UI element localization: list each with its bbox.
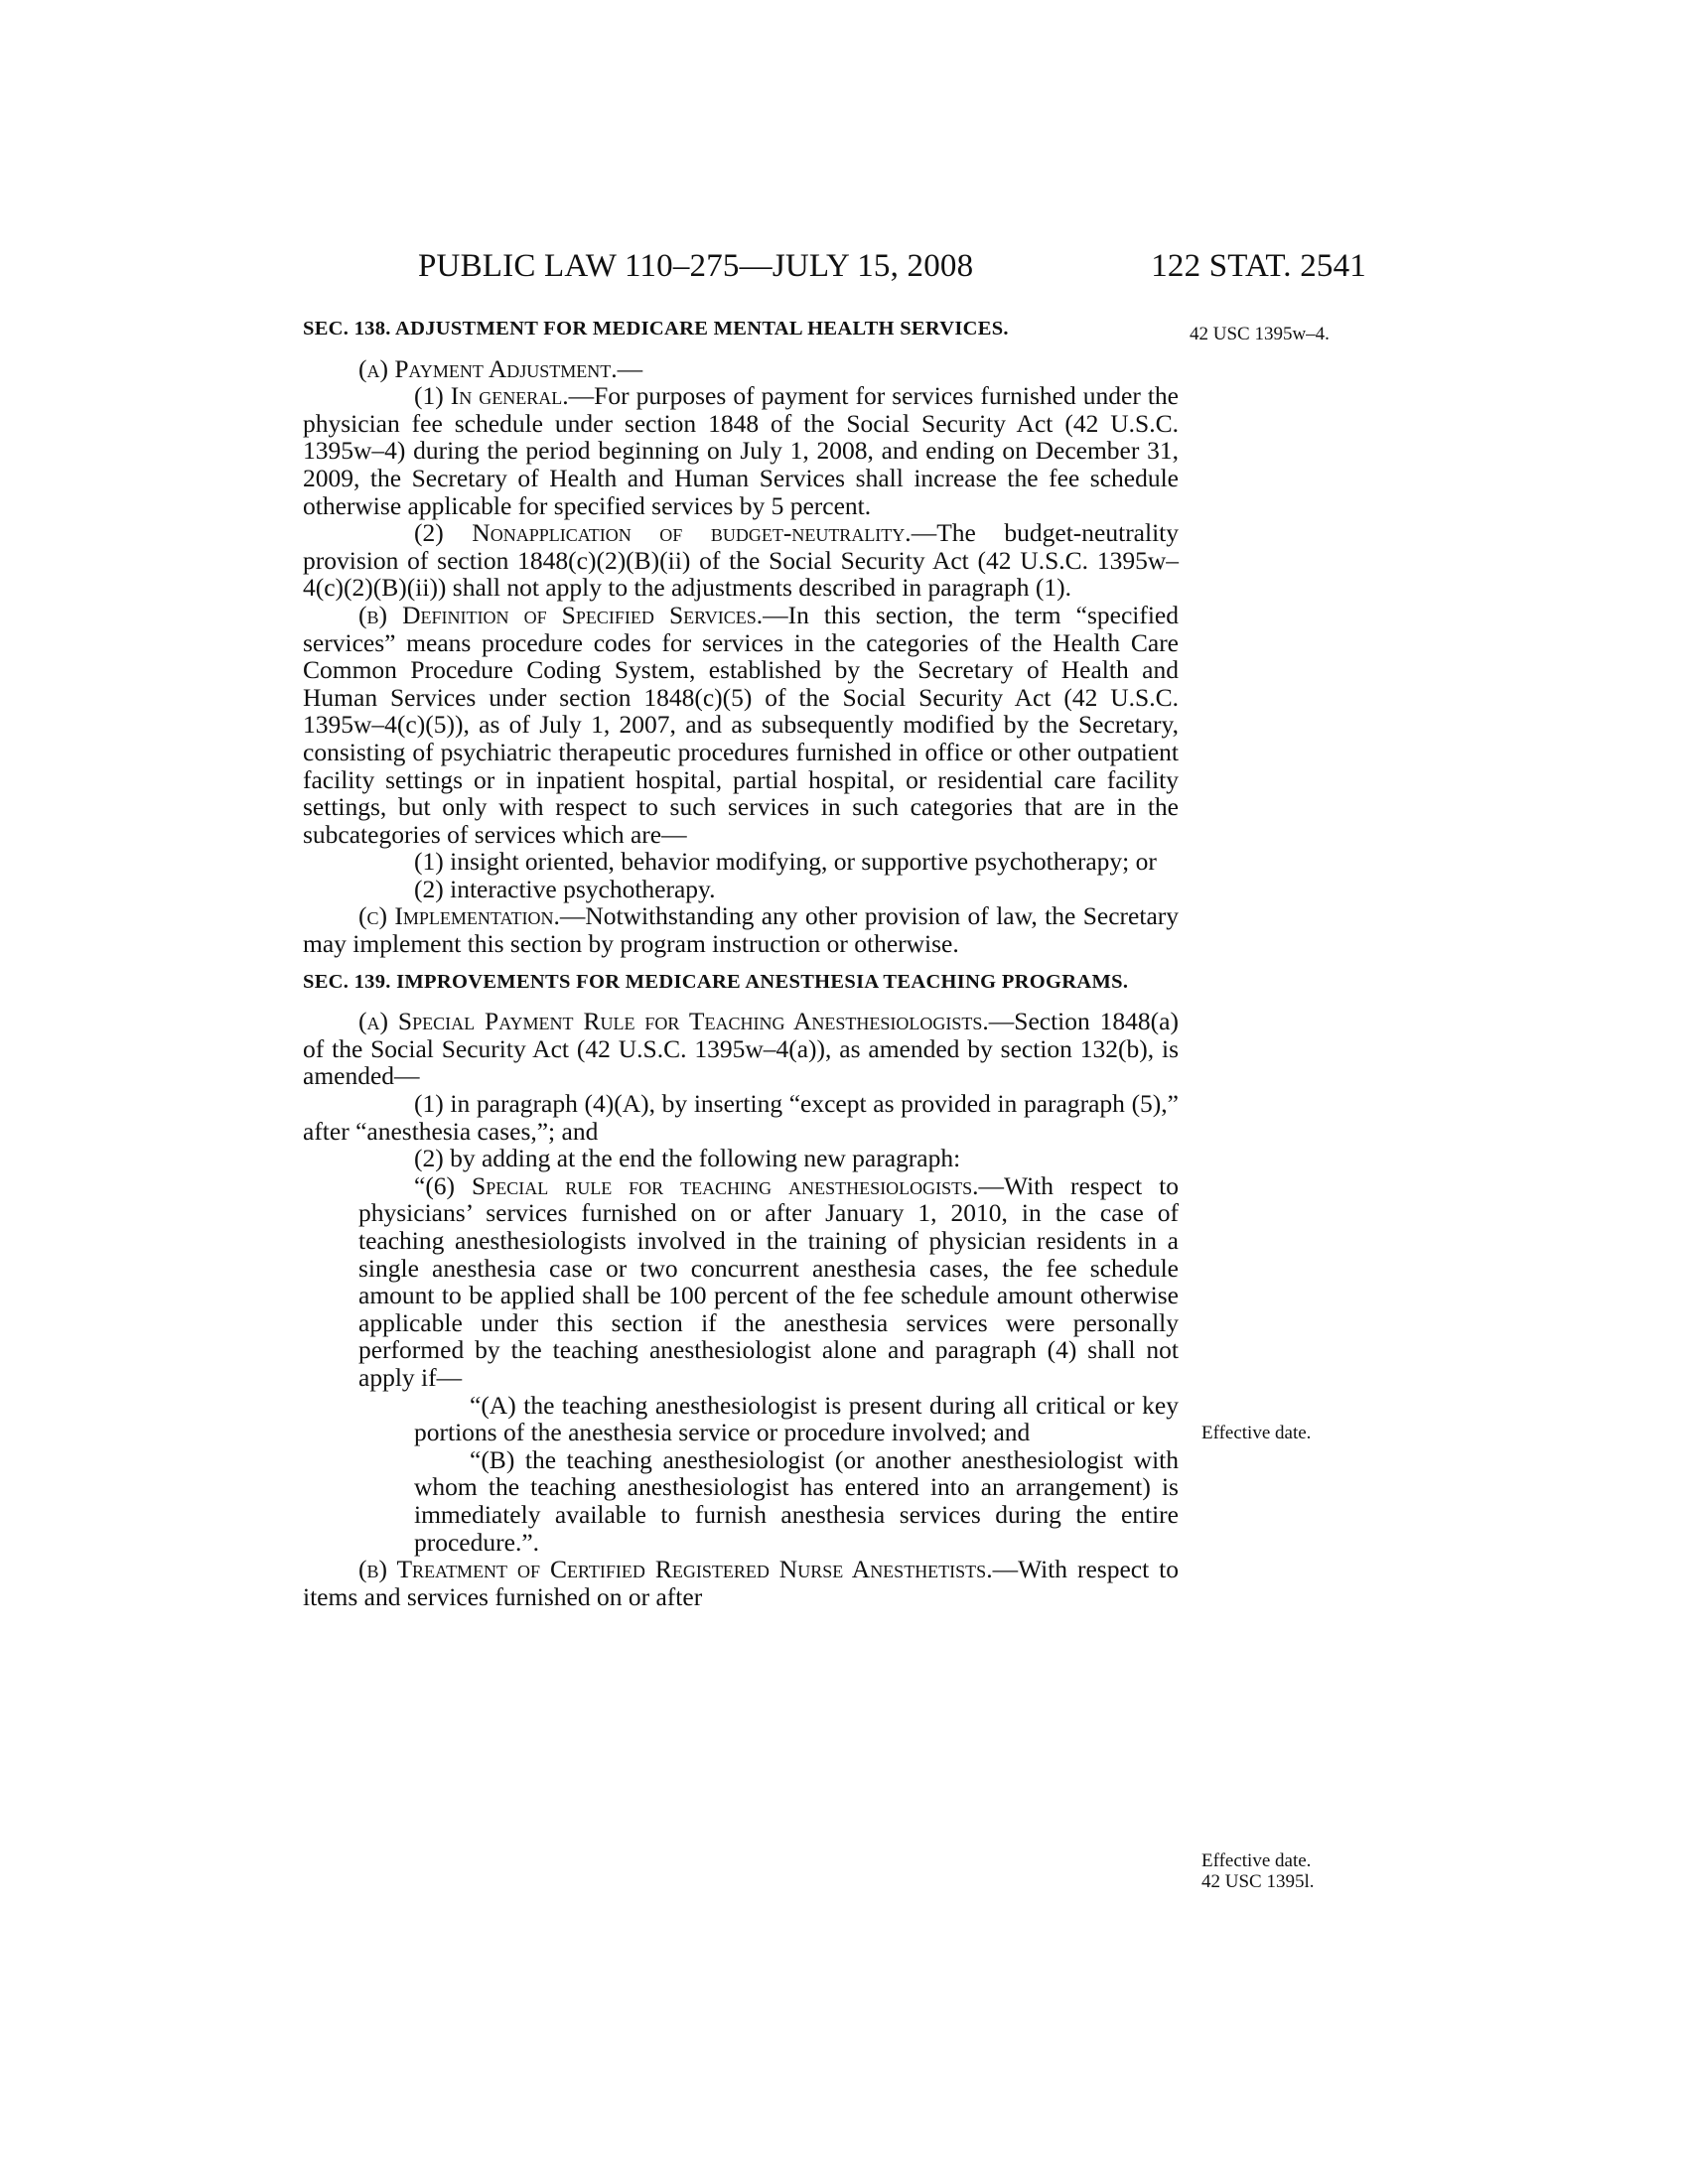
- sec138-a1-caption: (1) In general.: [414, 381, 569, 411]
- sec138-a-heading: [303, 355, 1179, 383]
- sec138-a1-paragraph: [303, 382, 1179, 519]
- sec138-b2-paragraph: (2) interactive psychotherapy.: [414, 874, 716, 903]
- sec138-a-caption: (a) Payment Adjustment.—: [358, 353, 643, 383]
- section-139-heading: SEC. 139. IMPROVEMENTS FOR MEDICARE ANESTHESIA TEACHING PROGRAMS.: [303, 970, 1129, 993]
- sec138-a1-text: —For purposes of payment for services furnished under the physician fee schedule under section 1848 of the Social Security Act (42 U.S.C. 1395w–4) during the period beginning on July 1, 2008, and ending on December 31, 2009, the Secretary of Health and Human Services shall increase the fee schedule otherwise applicable for specified services by 5 percent.: [303, 381, 1179, 520]
- sec139-paragraph-6: [303, 1172, 1179, 1392]
- margin-note-effective-date-usc: [1201, 1850, 1315, 1892]
- sec139-a2-paragraph: (2) by adding at the end the following new paragraph:: [414, 1144, 961, 1173]
- sec139-a-text: —Section 1848(a) of the Social Security Act (42 U.S.C. 1395w–4(a)), as amended by section 132(b), is amended—: [303, 1007, 1179, 1091]
- margin-note-effective-date-2: Effective date.: [1201, 1850, 1312, 1871]
- sec138-a2-caption: (2) Nonapplication of budget-neutrality.: [414, 518, 912, 548]
- sec139-subparagraph-a: “(A) the teaching anesthesiologist is present during all critical or key portions of the anesthesia service or procedure involved; and: [414, 1390, 1179, 1447]
- paragraph-6-text: —With respect to physicians’ services furnished on or after January 1, 2010, in the case of teaching anesthesiologists involved in the training of physician residents in a single anesthesia case or two concurrent anesthesia cases, the fee schedule amount to be applied shall be 100 percent of the fee schedule amount otherwise applicable under this section if the anesthesia services were personally performed by the teaching anesthesiologist alone and paragraph (4) shall not apply if—: [358, 1170, 1180, 1392]
- sec139-a-paragraph: [303, 1008, 1179, 1090]
- body-column: [303, 316, 1179, 1610]
- running-head: [418, 248, 1366, 292]
- margin-note-effective-date: Effective date.: [1201, 1423, 1312, 1443]
- sec138-c-caption: (c) Implementation.: [358, 901, 560, 931]
- sec139-b-paragraph: [303, 1556, 1179, 1610]
- sec138-b-text: —In this section, the term “specified services” means procedure codes for services in the categories of the Health Care Common Procedure Coding System, established by the Secretary of Health and Human Services under section 1848(c)(5) of the Social Security Act (42 U.S.C. 1395w–4(c)(5)), as of July 1, 2007, and as subsequently modified by the Secretary, consisting of psychiatric therapeutic procedures furnished in office or other outpatient facility settings or in inpatient hospital, partial hospital, or residential care facility settings, but only with respect to such services in such categories that are in the subcategories of services which are—: [303, 600, 1179, 849]
- sec138-c-paragraph: [303, 902, 1179, 957]
- margin-note-usc-1395l: 42 USC 1395l.: [1201, 1871, 1315, 1892]
- sec138-b-caption: (b) Definition of Specified Services.: [358, 600, 764, 629]
- paragraph-6-caption: “(6) Special rule for teaching anesthesiologists.: [414, 1170, 979, 1200]
- section-138-heading: SEC. 138. ADJUSTMENT FOR MEDICARE MENTAL HEALTH SERVICES.: [303, 318, 1009, 340]
- sec139-b-caption: (b) Treatment of Certified Registered Nurse Anesthetists.: [358, 1555, 993, 1584]
- sec139-b-text: —With respect to items and services furnished on or after: [303, 1555, 1179, 1611]
- sec139-a-caption: (a) Special Payment Rule for Teaching Anesthesiologists.: [358, 1007, 989, 1036]
- sec138-b1-paragraph: (1) insight oriented, behavior modifying, or supportive psychotherapy; or: [414, 847, 1157, 877]
- sec138-b-paragraph: [303, 602, 1179, 848]
- sec138-a2-paragraph: [303, 519, 1179, 602]
- page-number: 122 STAT. 2541: [1151, 248, 1366, 284]
- running-head-title: PUBLIC LAW 110–275—JULY 15, 2008: [418, 248, 974, 284]
- sec138-a2-text: —The budget-neutrality provision of section 1848(c)(2)(B)(ii) of the Social Security Act (42 U.S.C. 1395w–4(c)(2)(B)(ii)) shall not apply to the adjustments described in paragraph (1).: [303, 518, 1180, 603]
- margin-note-usc-138: 42 USC 1395w–4.: [1190, 324, 1330, 344]
- sec139-a1-paragraph: (1) in paragraph (4)(A), by inserting “except as provided in paragraph (5),” after “anesthesia cases,”; and: [303, 1089, 1179, 1146]
- sec139-subparagraph-b: “(B) the teaching anesthesiologist (or another anesthesiologist with whom the teaching anesthesiologist has entered into an arrangement) is immediately available to furnish anesthesia services during the entire procedure.”.: [414, 1444, 1179, 1557]
- sec138-c-text: —Notwithstanding any other provision of law, the Secretary may implement this section by program instruction or otherwise.: [303, 901, 1180, 959]
